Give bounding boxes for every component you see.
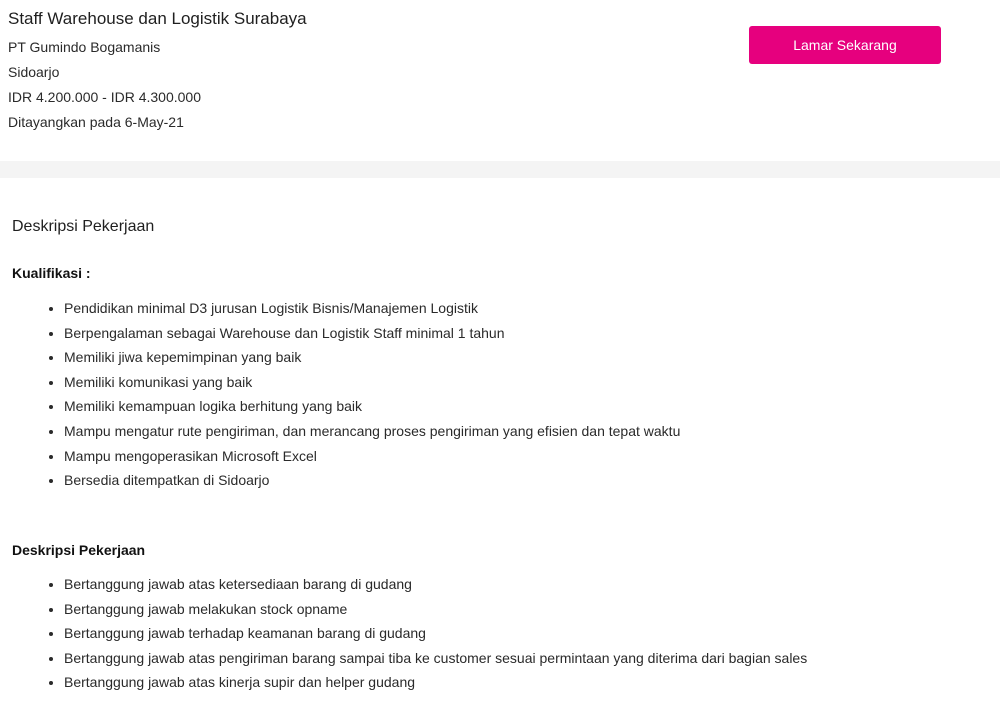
list-item: • Memiliki kemampuan logika berhitung yang baik — [64, 397, 680, 422]
description-section-title: Deskripsi Pekerjaan — [12, 218, 155, 235]
list-item: • Pendidikan minimal D3 jurusan Logistik Bisnis/Manajemen Logistik — [64, 299, 680, 324]
job-title: Staff Warehouse dan Logistik Surabaya — [8, 9, 307, 28]
list-item: • Bertanggung jawab atas kinerja supir dan helper gudang — [64, 673, 807, 698]
apply-now-button[interactable]: Lamar Sekarang — [749, 26, 941, 64]
qualifications-heading: Kualifikasi : — [12, 265, 91, 281]
responsibilities-heading: Deskripsi Pekerjaan — [12, 542, 146, 558]
list-item: • Bertanggung jawab terhadap keamanan barang di gudang — [64, 624, 807, 649]
list-item: • Bersedia ditempatkan di Sidoarjo — [64, 471, 680, 496]
company-name: PT Gumindo Bogamanis — [8, 39, 161, 55]
list-item: • Bertanggung jawab atas ketersediaan barang di gudang — [64, 575, 807, 600]
list-item: • Bertanggung jawab atas pengiriman barang sampai tiba ke customer sesuai permintaan yang diterima dari bagian sales — [64, 649, 807, 674]
list-item: • Mampu mengoperasikan Microsoft Excel — [64, 447, 680, 472]
job-header — [0, 0, 1000, 161]
section-divider — [0, 161, 1000, 178]
list-item: • Berpengalaman sebagai Warehouse dan Logistik Staff minimal 1 tahun — [64, 324, 680, 349]
job-location: Sidoarjo — [8, 64, 60, 80]
list-item: • Bertanggung jawab melakukan stock opname — [64, 600, 807, 625]
responsibilities-list — [0, 575, 807, 698]
posted-date: Ditayangkan pada 6-May-21 — [8, 114, 184, 130]
qualifications-list — [0, 299, 680, 496]
salary-range: IDR 4.200.000 - IDR 4.300.000 — [8, 89, 202, 105]
list-item: • Memiliki komunikasi yang baik — [64, 373, 680, 398]
list-item: • Memiliki jiwa kepemimpinan yang baik — [64, 348, 680, 373]
list-item: • Mampu mengatur rute pengiriman, dan merancang proses pengiriman yang efisien dan tepat waktu — [64, 422, 680, 447]
